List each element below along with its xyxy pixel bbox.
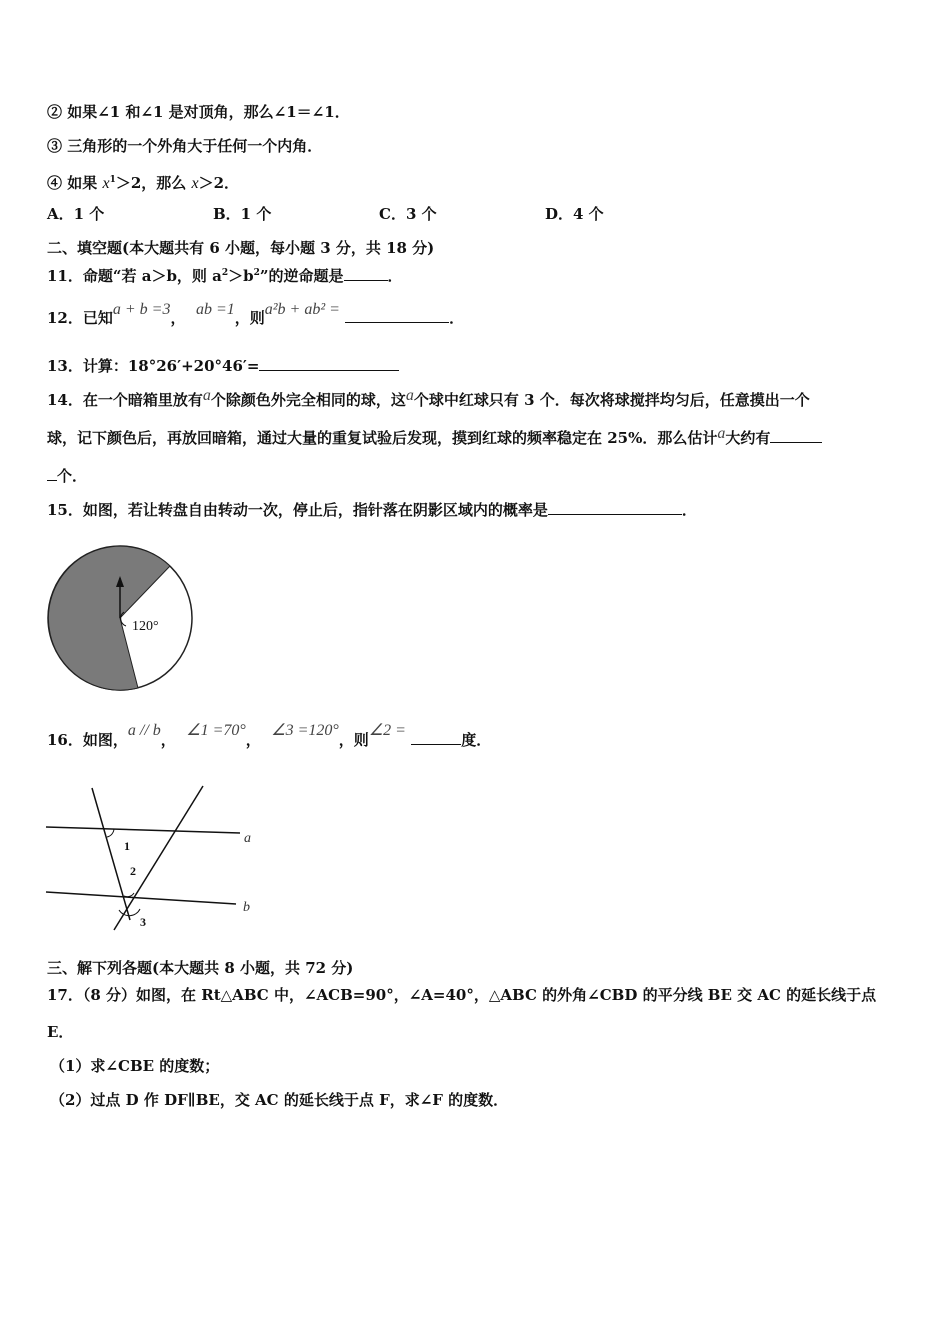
question-14-line-2	[47, 425, 822, 449]
q16-comma-1: ，	[160, 731, 176, 749]
statement-4-mid: ＞2，那么	[115, 174, 192, 192]
var-a: a	[202, 387, 211, 404]
angle-1-arc	[107, 829, 114, 837]
statement-3	[47, 136, 322, 156]
question-17-part-2	[50, 1090, 508, 1110]
statement-4	[47, 170, 239, 194]
question-13	[47, 356, 399, 376]
spinner-figure	[44, 540, 200, 696]
q14-answer-blank-cont[interactable]	[47, 466, 57, 481]
question-17-line-2	[47, 1022, 73, 1042]
question-12	[47, 301, 465, 329]
var-x: x	[102, 175, 110, 192]
q16-end: 度．	[461, 731, 492, 749]
transversal-1	[92, 788, 130, 920]
section-2-heading: 二、填空题(本大题共有 6 小题，每小题 3 分，共 18 分)	[47, 239, 435, 257]
q14-part-4: 球，记下颜色后，再放回暗箱，通过大量的重复试验后发现，摸到红球的频率稳定在 25%．那么估计	[47, 429, 718, 447]
q14-part-2: 个除颜色外完全相同的球，这	[210, 391, 406, 409]
option-d[interactable]: D．4 个	[545, 205, 604, 223]
q16-expr-angle2: ∠2 =	[368, 722, 406, 739]
q15-answer-blank[interactable]	[548, 500, 682, 515]
q11-exp-2: 2	[253, 268, 260, 278]
statement-3-text: ③ 三角形的一个外角大于任何一个内角．	[47, 137, 323, 155]
angle-label-120: 120°	[132, 619, 159, 634]
q12-pre: 12．已知	[47, 309, 113, 327]
var-a-2: a	[405, 387, 414, 404]
q12-comma-1: ，	[170, 309, 186, 327]
q16-expr-parallel: a // b	[127, 722, 161, 739]
q12-expr-1: a + b =3	[112, 301, 171, 318]
line-a	[46, 827, 240, 833]
options-row	[47, 204, 711, 224]
q11-answer-blank[interactable]	[344, 266, 388, 281]
label-angle-2: 2	[130, 864, 136, 878]
q12-comma-2: ，则	[234, 309, 265, 327]
section-3-heading: 三、解下列各题(本大题共 8 小题，共 72 分)	[47, 959, 354, 977]
option-a[interactable]: A．1 个	[47, 205, 105, 223]
q15-text: 15．如图，若让转盘自由转动一次，停止后，指针落在阴影区域内的概率是	[47, 501, 548, 519]
q14-part-3: 个球中红球只有 3 个．每次将球搅拌均匀后，任意摸出一个	[413, 391, 810, 409]
q12-end: ．	[449, 309, 465, 327]
q17-part-1-text: （1）求∠CBE 的度数；	[50, 1057, 220, 1075]
q16-answer-blank[interactable]	[411, 730, 461, 745]
label-angle-3: 3	[140, 915, 146, 929]
option-b[interactable]: B．1 个	[213, 205, 272, 223]
q14-answer-blank[interactable]	[770, 428, 822, 443]
q16-expr-angle3: ∠3 =120°	[271, 722, 339, 739]
question-15	[47, 500, 697, 520]
statement-2-text: ② 如果∠1 和∠1 是对顶角，那么∠1＝∠1．	[47, 103, 350, 121]
q13-answer-blank[interactable]	[259, 356, 399, 371]
q14-part-1: 14．在一个暗箱里放有	[47, 391, 203, 409]
statement-4-post: ＞2．	[198, 174, 240, 192]
q11-pre: 11．命题“若 a＞b，则 a	[47, 267, 222, 285]
angle-2-arc	[124, 893, 134, 897]
var-a-3: a	[717, 425, 726, 442]
angle-3-arc	[119, 909, 140, 916]
q12-expr-2: ab =1	[195, 301, 235, 318]
exponent: 1	[109, 175, 116, 185]
q14-part-5: 大约有	[725, 429, 771, 447]
label-angle-1: 1	[124, 839, 130, 853]
q16-pre: 16．如图，	[47, 731, 128, 749]
q17-text-2: E．	[47, 1023, 74, 1041]
q11-post: ”的逆命题是	[259, 267, 344, 285]
q12-answer-blank[interactable]	[345, 308, 449, 323]
parallel-lines-figure	[40, 780, 270, 940]
statement-2	[47, 102, 350, 122]
q16-expr-angle1: ∠1 =70°	[186, 722, 246, 739]
q16-comma-2: ，	[245, 731, 261, 749]
question-17-line-1	[47, 985, 876, 1005]
question-14-line-3	[47, 466, 87, 486]
question-11	[47, 263, 403, 286]
label-b: b	[243, 900, 250, 915]
question-17-part-1	[50, 1056, 219, 1076]
q17-text-1: 17．（8 分）如图，在 Rt△ABC 中，∠ACB=90°，∠A=40°，△ABC 的外角∠CBD 的平分线 BE 交 AC 的延长线于点	[47, 986, 877, 1004]
question-14-line-1	[47, 387, 810, 411]
question-16	[47, 722, 492, 751]
q12-expr-3: a²b + ab² =	[264, 301, 340, 318]
line-b	[46, 892, 236, 904]
var-x-2: x	[191, 175, 199, 192]
label-a: a	[244, 831, 251, 846]
q15-end: ．	[681, 501, 697, 519]
option-c[interactable]: C．3 个	[379, 205, 437, 223]
q13-text: 13．计算：18°26′+20°46′=	[47, 357, 260, 375]
q11-exp-1: 2	[221, 268, 229, 278]
q14-part-6: 个．	[57, 467, 88, 485]
statement-4-pre: ④ 如果	[47, 174, 103, 192]
transversal-2	[114, 786, 203, 930]
q16-comma-3: ，则	[338, 731, 369, 749]
q11-mid: ＞b	[228, 267, 254, 285]
q17-part-2-text: （2）过点 D 作 DF∥BE，交 AC 的延长线于点 F，求∠F 的度数．	[50, 1091, 509, 1109]
q11-end: ．	[387, 267, 403, 285]
